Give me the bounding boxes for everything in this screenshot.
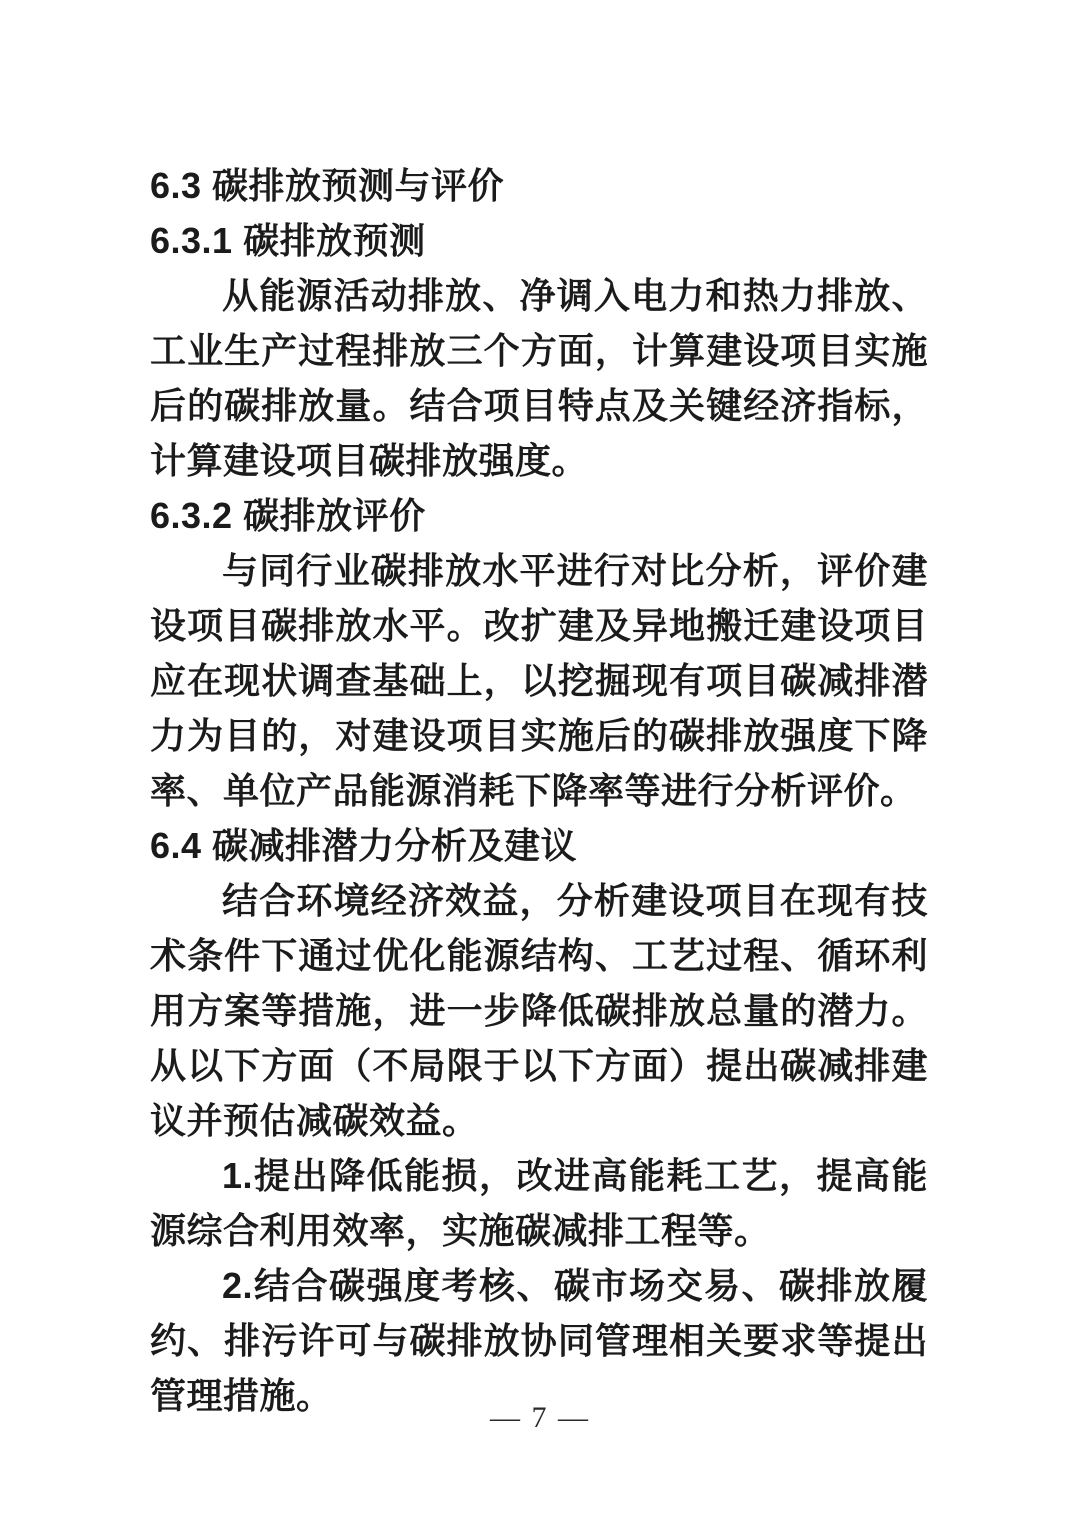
subsection-heading-6-3-1: 6.3.1 碳排放预测 [150, 220, 426, 261]
paragraph-reduction-potential: 结合环境经济效益，分析建设项目在现有技术条件下通过优化能源结构、工艺过程、循环利用方案等措施，进一步降低碳排放总量的潜力。从以下方面（不局限于以下方面）提出碳减排建议并预估减碳效益。 [150, 880, 928, 1141]
document-body [150, 158, 928, 1423]
subsection-heading-6-3-2: 6.3.2 碳排放评价 [150, 495, 426, 536]
paragraph-emission-prediction: 从能源活动排放、净调入电力和热力排放、工业生产过程排放三个方面，计算建设项目实施后的碳排放量。结合项目特点及关键经济指标，计算建设项目碳排放强度。 [150, 275, 928, 481]
section-heading-6-3: 6.3 碳排放预测与评价 [150, 165, 505, 206]
paragraph-emission-evaluation: 与同行业碳排放水平进行对比分析，评价建设项目碳排放水平。改扩建及异地搬迁建设项目应在现状调查基础上，以挖掘现有项目碳减排潜力为目的，对建设项目实施后的碳排放强度下降率、单位产品能源消耗下降率等进行分析评价。 [150, 550, 928, 811]
section-heading-6-4: 6.4 碳减排潜力分析及建议 [150, 825, 578, 866]
page-number: — 7 — [490, 1401, 590, 1434]
list-item-2: 2.结合碳强度考核、碳市场交易、碳排放履约、排污许可与碳排放协同管理相关要求等提出管理措施。 [150, 1265, 928, 1416]
list-item-1: 1.提出降低能损，改进高能耗工艺，提高能源综合利用效率，实施碳减排工程等。 [150, 1155, 928, 1251]
